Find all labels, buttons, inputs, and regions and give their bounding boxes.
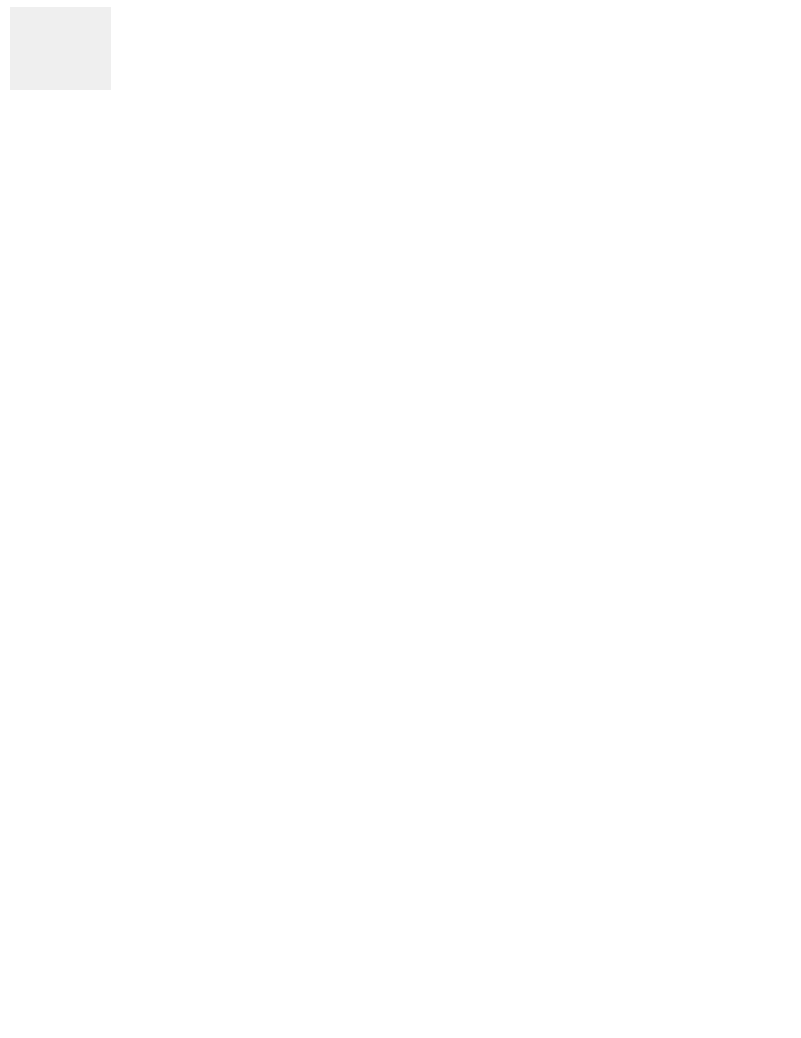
header-corner — [10, 7, 111, 90]
data-table — [10, 7, 791, 90]
table-header — [10, 7, 791, 90]
